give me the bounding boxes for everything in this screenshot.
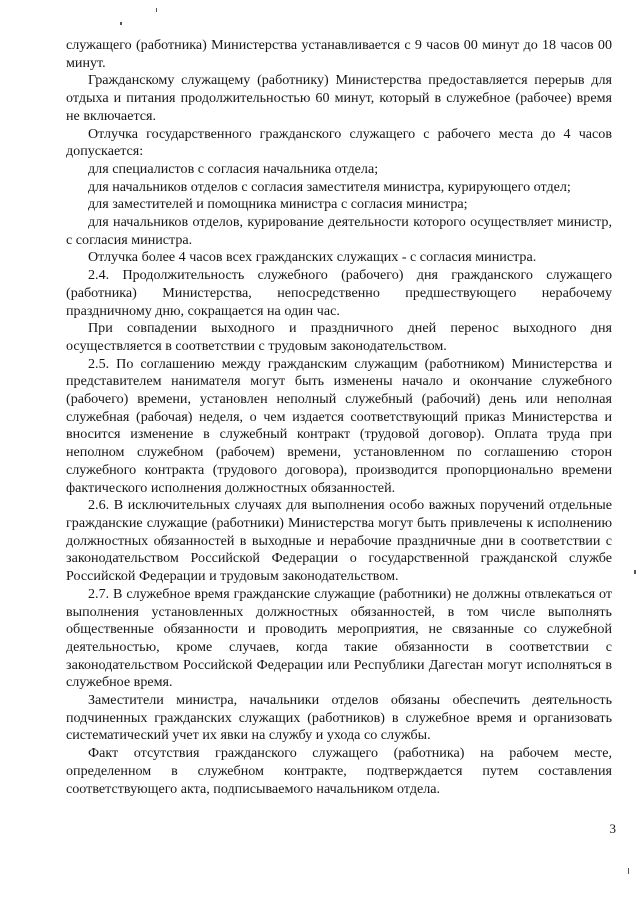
list-item: для специалистов с согласия начальника отдела; (88, 160, 379, 177)
paragraph: 2.5. По соглашению между гражданским служащим (работником) Министерства и представителем нанимателя могут быть изменены начало и окончание служебного (рабочего) времени, установлен неполный служебный (рабочий) день или неполная служебная (рабочая) неделя, о чем издается соответствующий приказ Министерства и вносится изменение в служебный контракт (трудовой договор). Оплата труда при неполном служебном (рабочем) времени, установленном по соглашению сторон служебного контракта (трудового договора), производится пропорционально времени фактического исполнения должностных обязанностей. (66, 355, 612, 496)
paragraph: служащего (работника) Министерства устанавливается с 9 часов 00 минут до 18 часов 00 минут. (66, 37, 612, 71)
paragraph: 2.7. В служебное время гражданские служащие (работники) не должны отвлекаться от выполнения установленных должностных обязанностей, в том числе выполнять общественные обязанности и проводить мероприятия, не связанные со служебной деятельностью, кроме случаев, когда такие обязанности в соответствии с законодательством Российской Федерации или Республики Дагестан могут исполняться в служебное время. (66, 585, 612, 691)
paragraph: Отлучка государственного гражданского служащего с рабочего места до 4 часов допускается: (66, 125, 612, 160)
paragraph: Факт отсутствия гражданского служащего (работника) на рабочем месте, определенном в служебном контракте, подтверждается путем составления соответствующего акта, подписываемого начальником отдела. (66, 745, 612, 797)
paragraph: 2.4. Продолжительность служебного (рабочего) дня гражданского служащего (работника) Министерства, непосредственно предшествующего нерабочему праздничному дню, сокращается на один час. (66, 267, 612, 319)
paragraph: Гражданскому служащему (работнику) Министерства предоставляется перерыв для отдыха и питания продолжительностью 60 минут, который в служебное (рабочее) время не включается. (66, 72, 612, 124)
scan-speck (156, 8, 157, 12)
paragraph: Заместители министра, начальники отделов обязаны обеспечить деятельность подчиненных гражданских служащих (работников) в служебное время и организовать систематический учет их явки на службу и ухода со службы. (66, 692, 612, 744)
list-item: для заместителей и помощника министра с согласия министра; (88, 196, 468, 213)
scan-speck (120, 22, 122, 25)
list-item: для начальников отделов с согласия заместителя министра, курирующего отдел; (88, 178, 571, 195)
paragraph: Отлучка более 4 часов всех гражданских служащих - с согласия министра. (88, 249, 537, 266)
paragraph: для начальников отделов, курирование деятельности которого осуществляет министр, с согласия министра. (66, 214, 612, 248)
scan-speck (628, 868, 629, 874)
scan-speck (634, 570, 636, 574)
page-number: 3 (609, 821, 616, 836)
document-body (66, 37, 612, 798)
paragraph: 2.6. В исключительных случаях для выполнения особо важных поручений отдельные гражданские служащие (работники) Министерства могут быть привлечены к исполнению должностных обязанностей в выходные и нерабочие праздничные дни в соответствии с законодательством Российской Федерации о государственной гражданской службе Российской Федерации и трудовым законодательством. (66, 497, 612, 585)
paragraph: При совпадении выходного и праздничного дней перенос выходного дня осуществляется в соответствии с трудовым законодательством. (66, 320, 612, 354)
